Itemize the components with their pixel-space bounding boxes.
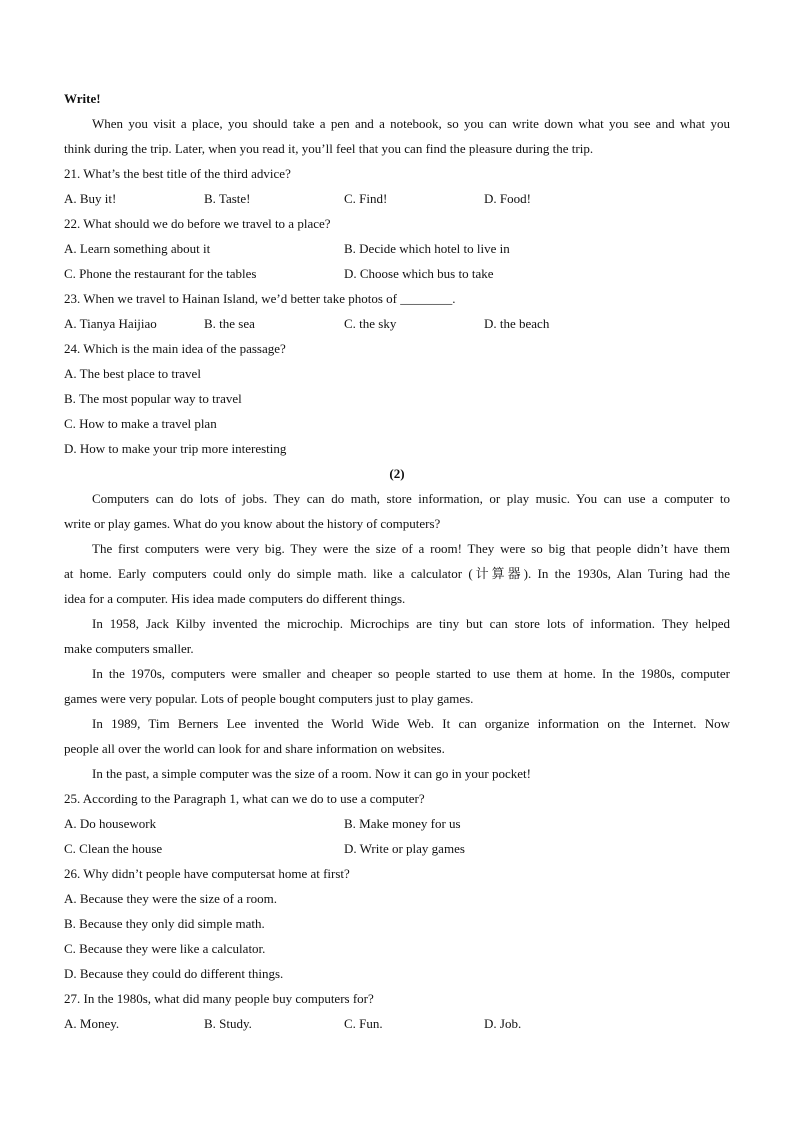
question-25-options-row1 <box>64 811 730 836</box>
option-d: D. Choose which bus to take <box>344 266 494 281</box>
question-21-options <box>64 186 730 211</box>
option-d: D. How to make your trip more interesting <box>64 441 287 456</box>
option-c: C. Fun. <box>344 1016 383 1031</box>
question-23-options <box>64 311 730 336</box>
option-b: B. Taste! <box>204 191 251 206</box>
option-b: B. Make money for us <box>344 816 461 831</box>
question-27: 27. In the 1980s, what did many people buy computers for? <box>64 991 374 1006</box>
option-d: D. the beach <box>484 316 550 331</box>
option-b: B. Study. <box>204 1016 252 1031</box>
question-22-options-row1 <box>64 236 730 261</box>
question-22-options-row2 <box>64 261 730 286</box>
question-25-options-row2 <box>64 836 730 861</box>
option-d: D. Write or play games <box>344 841 465 856</box>
question-24: 24. Which is the main idea of the passage? <box>64 341 286 356</box>
question-21: 21. What’s the best title of the third advice? <box>64 166 291 181</box>
option-c: C. Clean the house <box>64 841 163 856</box>
option-b: B. Because they only did simple math. <box>64 916 265 931</box>
question-26: 26. Why didn’t people have computersat home at first? <box>64 866 350 881</box>
paragraph-line: In 1989, Tim Berners Lee invented the World Wide Web. It can organize information on the Internet. Now <box>92 716 730 731</box>
option-d: D. Job. <box>484 1016 522 1031</box>
paragraph-line: In the 1970s, computers were smaller and cheaper so people started to use them at home. In the 1980s, computer <box>92 666 730 681</box>
paragraph-line: games were very popular. Lots of people bought computers just to play games. <box>64 691 474 706</box>
option-c: C. How to make a travel plan <box>64 416 217 431</box>
option-d: D. Food! <box>484 191 531 206</box>
option-a: A. The best place to travel <box>64 366 201 381</box>
option-c: C. the sky <box>344 316 397 331</box>
option-c: C. Find! <box>344 191 388 206</box>
option-c: C. Because they were like a calculator. <box>64 941 266 956</box>
question-25: 25. According to the Paragraph 1, what can we do to use a computer? <box>64 791 425 806</box>
paragraph-line: When you visit a place, you should take a pen and a notebook, so you can write down what you see and what you <box>92 116 730 131</box>
paragraph-line: idea for a computer. His idea made computers do different things. <box>64 591 406 606</box>
paragraph-line: Computers can do lots of jobs. They can do math, store information, or play music. You can use a computer to <box>92 491 730 506</box>
paragraph-line: In the past, a simple computer was the size of a room. Now it can go in your pocket! <box>92 766 531 781</box>
paragraph-line: think during the trip. Later, when you read it, you’ll feel that you can find the pleasure during the trip. <box>64 141 594 156</box>
paragraph-line: The first computers were very big. They were the size of a room! They were so big that people didn’t have them <box>92 541 730 556</box>
paragraph-line: at home. Early computers could only do simple math. like a calculator (计算器). In the 1930s, Alan Turing had the <box>64 566 730 581</box>
section-heading: (2) <box>389 466 405 481</box>
option-c: C. Phone the restaurant for the tables <box>64 266 257 281</box>
document-page <box>64 86 730 1036</box>
paragraph-line: In 1958, Jack Kilby invented the microchip. Microchips are tiny but can store lots of information. They helped <box>92 616 730 631</box>
section-title: Write! <box>64 91 101 106</box>
option-b: B. The most popular way to travel <box>64 391 242 406</box>
option-b: B. Decide which hotel to live in <box>344 241 510 256</box>
question-22: 22. What should we do before we travel to a place? <box>64 216 331 231</box>
option-b: B. the sea <box>204 316 255 331</box>
option-a: A. Buy it! <box>64 191 117 206</box>
paragraph-line: people all over the world can look for and share information on websites. <box>64 741 445 756</box>
option-a: A. Tianya Haijiao <box>64 316 157 331</box>
option-d: D. Because they could do different things. <box>64 966 284 981</box>
option-a: A. Because they were the size of a room. <box>64 891 277 906</box>
option-a: A. Do housework <box>64 816 157 831</box>
option-a: A. Money. <box>64 1016 120 1031</box>
question-23: 23. When we travel to Hainan Island, we’d better take photos of ________. <box>64 291 456 306</box>
question-27-options <box>64 1011 730 1036</box>
option-a: A. Learn something about it <box>64 241 211 256</box>
paragraph-line: write or play games. What do you know about the history of computers? <box>64 516 441 531</box>
paragraph-line: make computers smaller. <box>64 641 194 656</box>
